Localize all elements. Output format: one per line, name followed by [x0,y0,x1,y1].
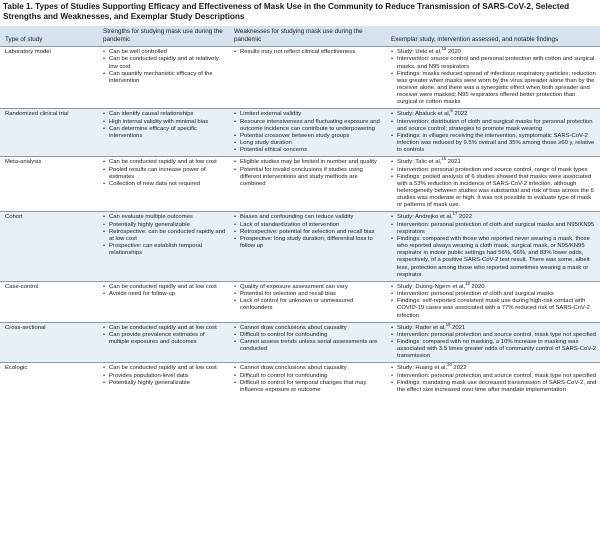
study-detail: • Intervention: personal protection and source control, mask type not specified [391,373,597,380]
exemplar-list [391,280,597,320]
list-item: • Can be conducted rapidly and at relatively low cost [103,56,226,70]
cell-study-type: Laboratory model [0,47,98,109]
cell-strengths [98,109,229,157]
list-item: • Limited external validity [234,111,383,118]
list-item: • Potentially highly generalizable [103,380,226,387]
cell-weaknesses [229,47,386,109]
cell-weaknesses [229,212,386,281]
study-author: Study: Abaluck et al, [397,111,451,118]
study-author: Study: Talic et al, [397,159,442,166]
strengths-list [103,365,226,386]
list-item: • Can be well controlled [103,49,226,56]
list-item: • Potential for invalid conclusions if studies using different interventions and study methods are combined [234,167,383,188]
list-item: • Biases and confounding can reduce validity [234,214,383,221]
study-detail: • Intervention: personal protection of cloth and surgical masks [391,291,597,298]
cell-weaknesses [229,322,386,363]
list-item: • Cannot draw conclusions about causality [234,325,383,332]
table-row [0,47,600,109]
cell-exemplar [386,109,600,157]
study-detail: • Intervention: personal protection of cloth and surgical masks and N95/KN95 respirators [391,222,597,236]
exemplar-list [391,156,597,209]
study-year: 2021 [450,324,466,331]
study-reference-number: 17 [452,211,458,217]
weaknesses-list [234,111,383,154]
cell-exemplar [386,47,600,109]
cell-exemplar [386,281,600,322]
study-author: Study: Duong-Ngern et al, [397,283,466,290]
list-item: • Long study duration [234,140,383,147]
list-item: • Prospective: can establish temporal relationships [103,243,226,257]
cell-exemplar [386,212,600,281]
cell-study-type: Ecologic [0,363,98,396]
exemplar-list [391,211,597,278]
study-year: 2020 [469,283,485,290]
table-row [0,281,600,322]
study-detail: • Intervention: personal protection and source control, range of mask types [391,167,597,174]
exemplar-list [391,46,597,106]
cell-study-type: Cohort [0,212,98,281]
study-types-table [0,26,600,396]
study-detail: • Intervention: distribution of cloth and surgical masks for personal protection and source control; strategies to promote mask wearing [391,119,597,133]
list-item: • Can be conducted rapidly and at low cost [103,159,226,166]
list-item: • Can be conducted rapidly and at low cost [103,365,226,372]
cell-study-type: Case-control [0,281,98,322]
header-exemplar: Exemplar study, intervention assessed, and notable findings [386,26,600,47]
strengths-list [103,111,226,140]
list-item: • Potential for selection and recall bias [234,291,383,298]
exemplar-list [391,362,597,394]
strengths-list [103,214,226,257]
weaknesses-list [234,325,383,354]
study-detail: • Intervention: source control and personal protection with cotton and surgical masks, and N95 respirators [391,56,597,70]
list-item: • Difficult to control for confounding [234,373,383,380]
study-reference-number: 20 [447,362,452,368]
list-item: • Retrospective: potential for selection and recall bias [234,229,383,236]
list-item: • Quality of exposure assessment can vary [234,284,383,291]
study-detail: • Findings: masks reduced spread of infectious respiratory particles; reduction was greater when masks were worn by the virus spreader alone than by the receiver alone, and there was a synergistic effect when both spreader and receiver were masked; N95 respirators offered better protection than surgical or cotton masks [391,71,597,107]
study-citation [391,362,597,372]
cell-weaknesses [229,363,386,396]
strengths-list [103,284,226,298]
study-author: Study: Ueki et al, [397,49,442,56]
table-row [0,322,600,363]
cell-weaknesses [229,281,386,322]
list-item: • Can be conducted rapidly and at low cost [103,325,226,332]
study-citation [391,156,597,166]
strengths-list [103,159,226,188]
study-detail: • Intervention: personal protection and source control, mask type not specified [391,332,597,339]
list-item: • Potential ethical concerns [234,147,383,154]
cell-weaknesses [229,109,386,157]
study-reference-number: 15 [441,46,447,52]
header-weaknesses: Weaknesses for studying mask use during the pandemic [229,26,386,47]
table-row [0,363,600,396]
study-detail: • Findings: compared with no masking, a 10% increase in masking was associated with 3.5 times greater odds of community control of SARS-CoV-2 transmission [391,339,597,360]
study-citation [391,280,597,291]
study-year: 2022 [452,111,468,118]
list-item: • Cannot assess trends unless serial assessments are conducted [234,339,383,353]
header-type: Type of study [0,26,98,47]
weaknesses-list [234,284,383,313]
cell-strengths [98,363,229,396]
weaknesses-list [234,49,383,56]
study-year: 2021 [446,159,461,166]
study-reference-number: 16 [441,156,447,162]
cell-exemplar [386,322,600,363]
study-reference-number: 19 [445,321,451,327]
cell-strengths [98,157,229,212]
exemplar-list [391,321,597,361]
study-detail: • Findings: self-reported consistent mask use during high-risk contact with COVID-19 cases was associated with a 77% reduced risk of SARS-CoV-2 infection [391,298,597,319]
study-year: 2020 [446,49,461,56]
list-item: • Retrospective: can be conducted rapidly and at low cost [103,229,226,243]
list-item: • Difficult to control for temporal changes that may influence exposure or outcome [234,380,383,394]
list-item: • Cannot draw conclusions about causality [234,365,383,372]
study-detail: • Findings: compared with those who reported never wearing a mask, those who reported always wearing a cloth mask, surgical mask, or N95/KN95 respirator in indoor public settings had 56%, 66%, and 83% lower odds, respectively, of a positive SARS-CoV-2 test result. There was some, albeit less, protection among those who reported sometimes wearing a mask or respirator. [391,236,597,279]
study-reference-number: 6 [450,108,453,114]
list-item: • Results may not reflect clinical effectiveness [234,49,383,56]
strengths-list [103,49,226,85]
study-citation [391,108,597,118]
list-item: • Can determine efficacy of specific interventions [103,126,226,140]
cell-study-type: Cross-sectional [0,322,98,363]
study-detail: • Findings: mandating mask use decreased transmission of SARS-CoV-2, and the effect size increased over time after mandate implementation [391,380,597,394]
list-item: • Can be conducted rapidly and at low cost [103,284,226,291]
list-item: • High internal validity with minimal bias [103,119,226,126]
table-row [0,212,600,281]
list-item: • Avoids need for follow-up [103,291,226,298]
strengths-list [103,325,226,346]
study-citation [391,46,597,56]
list-item: • Resource intensiveness and fluctuating exposure and outcome incidence can contribute to underpowering [234,119,383,133]
cell-strengths [98,281,229,322]
study-citation [391,321,597,332]
table-row [0,109,600,157]
cell-exemplar [386,157,600,212]
cell-strengths [98,322,229,363]
weaknesses-list [234,159,383,188]
list-item: • Provides population-level data [103,373,226,380]
list-item: • Potentially highly generalizable [103,222,226,229]
table-caption: Table 1. Types of Studies Supporting Efficacy and Effectiveness of Mask Use in the Community to Reduce Transmission of SARS-CoV-2, Selected Strengths and Weaknesses, and Exemplar Study Descriptions [3,2,570,21]
list-item: • Lack of standardization of intervention [234,222,383,229]
exemplar-list [391,108,597,154]
weaknesses-list [234,214,383,250]
study-author: Study: Rader et al, [397,324,446,331]
study-detail: • Findings: in villages receiving the intervention, symptomatic SARS-CoV-2 infection was reduced by 9.5% overall and 35% among those ≥60 y, relative to controls [391,133,597,154]
cell-study-type: Randomized clinical trial [0,109,98,157]
table-row [0,157,600,212]
list-item: • Difficult to control for confounding [234,332,383,339]
list-item: • Can provide prevalence estimates of multiple exposures and outcomes [103,332,226,346]
list-item: • Lack of control for unknown or unmeasured confounders [234,298,383,312]
cell-strengths [98,47,229,109]
study-author: Study: Huang et al, [397,365,448,372]
study-year: 2022 [451,365,467,372]
header-strengths: Strengths for studying mask use during the pandemic [98,26,229,47]
list-item: • Collection of new data not required [103,181,226,188]
weaknesses-list [234,365,383,394]
study-author: Study: Andrejko et al, [397,214,453,221]
study-year: 2022 [457,214,473,221]
cell-strengths [98,212,229,281]
study-citation [391,211,597,221]
header-row [0,26,600,47]
cell-study-type: Meta-analysis [0,157,98,212]
list-item: • Prospective: long study duration; differential loss to follow up [234,236,383,250]
list-item: • Can identify causal relationships [103,111,226,118]
list-item: • Eligible studies may be limited in number and quality [234,159,383,166]
list-item: • Pooled results can increase power of estimates [103,167,226,181]
cell-weaknesses [229,157,386,212]
study-reference-number: 18 [465,280,470,286]
list-item: • Potential crossover between study groups [234,133,383,140]
list-item: • Can evaluate multiple outcomes [103,214,226,221]
list-item: • Can quantify mechanistic efficacy of the intervention [103,71,226,85]
cell-exemplar [386,363,600,396]
study-detail: • Findings: pooled analysis of 6 studies showed that masks were associated with a 53% reduction in incidence of SARS-CoV-2 infection, although heterogeneity between studies was substantial and risk of bias across the 6 studies was moderate or high. It was not possible to evaluate type of mask or patterns of mask use. [391,174,597,210]
